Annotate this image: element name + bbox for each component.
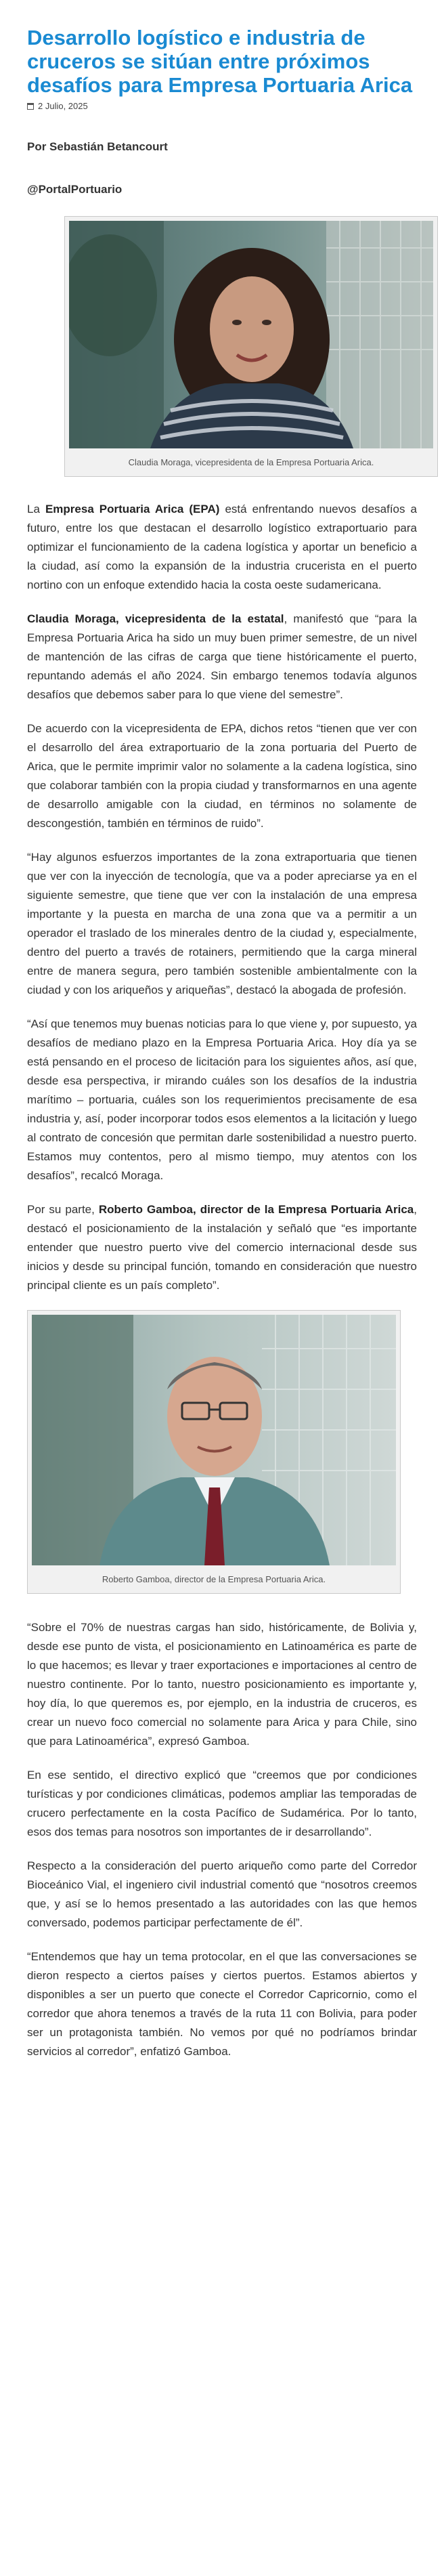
- paragraph-8: En ese sentido, el directivo explicó que “creemos que por condiciones turísticas y por condiciones climáticas, podemos ampliar las temporadas de crucero perfectamente en la costa Pacífico de Sudamérica. Por lo tanto, esos dos temas para nosotros son importantes de ir desarrollando”.: [27, 1769, 417, 1838]
- figure2-caption: Roberto Gamboa, director de la Empresa Portuaria Arica.: [102, 1574, 326, 1584]
- p2-post: , manifestó que “para la Empresa Portuaria Arica ha sido un muy buen primer semestre, de un nivel de mantención de las cifras de carga que tiene históricamente el puerto, repuntando además el año 2024. Sin embargo tenemos todavía algunos desafíos que debemos saber para lo que viene del semestre”.: [27, 612, 417, 701]
- paragraph-6: [27, 1200, 417, 1295]
- paragraph-10: “Entendemos que hay un tema protocolar, en el que las conversaciones se dieron respecto a ciertos países y ciertos puertos. Estamos abiertos y disponibles a ser un puerto que conecte el Corredor Capricornio, como el corredor que ahora tenemos a través de la ruta 11 con Bolivia, para poder ser un protagonista también. No vemos por qué no podríamos brindar servicios al corredor”, enfatizó Gamboa.: [27, 1950, 417, 2058]
- article-title: Desarrollo logístico e industria de cruceros se sitúan entre próximos desafíos para Empresa Portuaria Arica: [27, 26, 413, 97]
- p2-bold: Claudia Moraga, vicepresidenta de la estatal: [27, 612, 284, 625]
- p6-pre: Por su parte,: [27, 1203, 99, 1216]
- p1-bold: Empresa Portuaria Arica (EPA): [45, 503, 220, 515]
- byline: Por Sebastián Betancourt: [27, 140, 168, 153]
- paragraph-5: “Así que tenemos muy buenas noticias para lo que viene y, por supuesto, ya desafíos de mediano plazo en la Empresa Portuaria Arica. Hoy día ya se está pensando en el proceso de licitación para los siguientes años, así que, desde esa perspectiva, ir mirando cuáles son los desafíos de la industria marítimo – portuaria, cuáles son los requerimientos precisamente de esa industria y, así, poder incorporar todos esos elementos a la licitación y luego al contrato de concesión que permitan darle sostenibilidad a nuestro puerto. Estamos muy contentos, pero al mismo tiempo, muy atentos con los desafíos”, recalcó Moraga.: [27, 1017, 417, 1182]
- p6-bold: Roberto Gamboa, director de la Empresa Portuaria Arica: [98, 1203, 414, 1216]
- figure-claudia-moraga: [64, 216, 438, 477]
- paragraph-7: “Sobre el 70% de nuestras cargas han sido, históricamente, de Bolivia y, desde ese punto de vista, el posicionamiento en Latinoamérica es parte de lo que hacemos; es llevar y traer exportaciones e importaciones al centro de nuestro continente. Por lo tanto, nuestro posicionamiento es importante y, hoy día, lo que queremos es, por ejemplo, en la industria de cruceros, es crear un nuevo foco comercial no solamente para Arica y para Chile, sino que para Latinoamérica”, expresó Gamboa.: [27, 1621, 417, 1748]
- photo-roberto-gamboa: [32, 1315, 396, 1565]
- figure-roberto-gamboa: [27, 1310, 401, 1594]
- author-handle[interactable]: @PortalPortuario: [27, 183, 123, 196]
- photo-claudia-moraga: [69, 221, 433, 448]
- figure1-caption: Claudia Moraga, vicepresidenta de la Empresa Portuaria Arica.: [128, 457, 374, 467]
- date-text: 2 Julio, 2025: [38, 101, 88, 111]
- paragraph-4: “Hay algunos esfuerzos importantes de la zona extraportuaria que tienen que ver con la inyección de tecnología, que va a poder apreciarse ya en el siguiente semestre, que tiene que ver con la instalación de una empresa importante y la puesta en marcha de una zona que va a permitir a un operador el traslado de los minerales dentro de la ciudad y, especialmente, dentro del puerto a través de rotainers, permitiendo que la carga mineral entre de manera segura, pero también sostenible ambientalmente con la ciudad y con los ariqueños y ariqueñas”, destacó la abogada de profesión.: [27, 851, 417, 996]
- calendar-icon: [27, 103, 34, 110]
- p6-post: , destacó el posicionamiento de la instalación y señaló que “es importante entender que nuestro puerto vive del comercio internacional desde sus inicios y desde su principal función, tomando en consideración que nuestro principal cliente es un país completo”.: [27, 1203, 417, 1292]
- paragraph-2: [27, 610, 417, 704]
- p1-pre: La: [27, 503, 45, 515]
- paragraph-9: Respecto a la consideración del puerto ariqueño como parte del Corredor Bioceánico Vial, el ingeniero civil industrial comentó que “nosotros creemos que, y así se lo hemos presentado a las autoridades con las que hemos conversado, podemos participar perfectamente de él”.: [27, 1859, 417, 1929]
- p1-post: está enfrentando nuevos desafíos a futuro, entre los que destacan el desarrollo logístico extraportuario para optimizar el funcionamiento de la cadena logística y aportar un beneficio a la ciudad, así como la expansión de la industria crucerista en el puerto nortino con un enfoque extendido hacia la costa oeste sudamericana.: [27, 503, 418, 591]
- paragraph-3: De acuerdo con la vicepresidenta de EPA, dichos retos “tienen que ver con el desarrollo del área extraportuario de la zona portuaria del Puerto de Arica, que le permite imprimir valor no solamente a la cadena logística, sino que colaborar también con la propia ciudad y transformarnos en una agente de desarrollo amigable con la ciudad, en términos no solamente de descongestión, también en términos de ruido”.: [27, 722, 417, 830]
- article-date: [27, 101, 417, 111]
- paragraph-1: [27, 500, 417, 595]
